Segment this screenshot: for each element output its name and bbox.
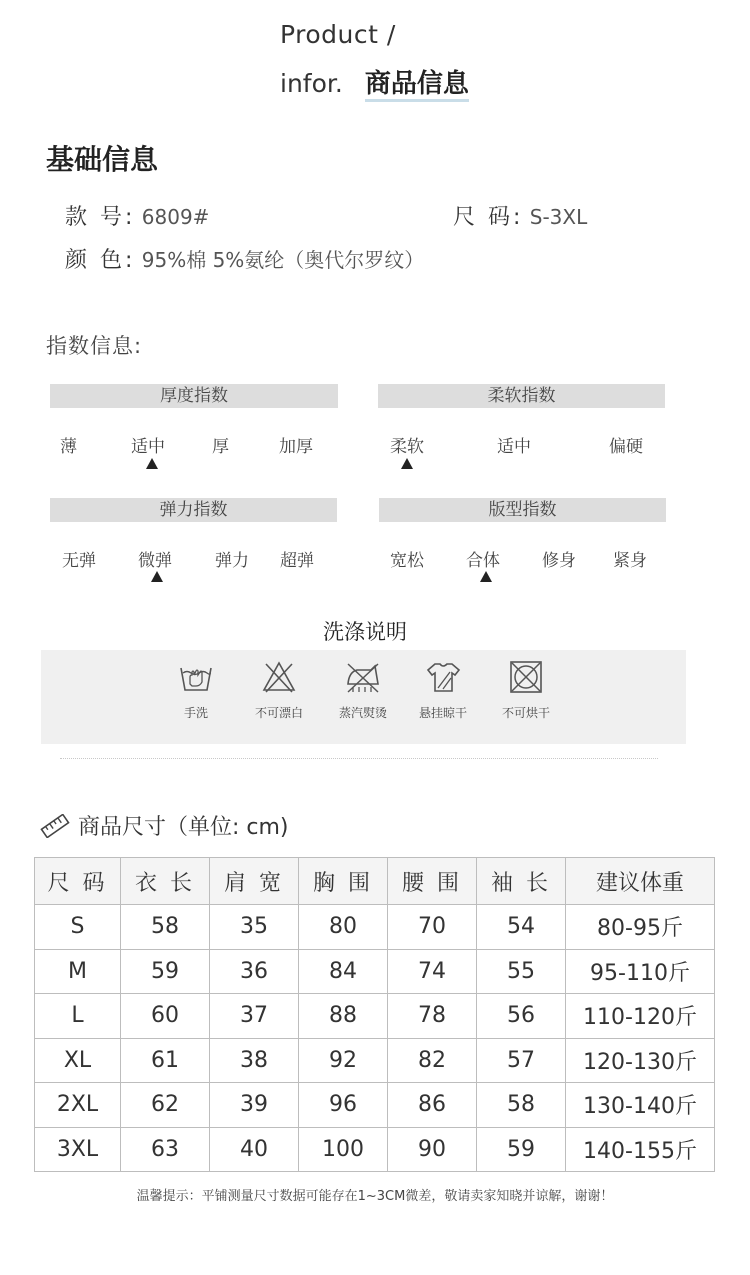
thickness-option-medium: 适中 — [131, 437, 165, 457]
table-row — [35, 994, 715, 1039]
table-cell: 63 — [121, 1127, 210, 1172]
table-cell: 59 — [121, 949, 210, 994]
size-table-header: 腰 围 — [388, 858, 477, 905]
table-cell: 36 — [210, 949, 299, 994]
fit-index-bar: 版型指数 — [379, 498, 666, 522]
size-table-header-row — [35, 858, 715, 905]
table-cell: 59 — [477, 1127, 566, 1172]
no-tumble-dry-icon — [508, 660, 544, 694]
table-cell: 74 — [388, 949, 477, 994]
header-en-line1: Product / — [280, 20, 396, 49]
table-cell: 130-140斤 — [566, 1083, 715, 1128]
table-cell: 86 — [388, 1083, 477, 1128]
table-cell: 88 — [299, 994, 388, 1039]
index-info-title: 指数信息: — [46, 334, 143, 358]
table-cell: 120-130斤 — [566, 1038, 715, 1083]
table-cell: 54 — [477, 905, 566, 950]
style-number-value: 6809# — [141, 205, 210, 229]
color-label: 颜 色: — [65, 248, 136, 273]
elasticity-option-none: 无弹 — [62, 551, 96, 571]
table-cell: S — [35, 905, 121, 950]
wash-instructions-panel — [41, 650, 686, 744]
table-cell: 58 — [477, 1083, 566, 1128]
wash-label-steam-iron: 蒸汽熨烫 — [338, 706, 387, 720]
table-cell: 62 — [121, 1083, 210, 1128]
no-bleach-icon — [261, 660, 297, 694]
table-cell: 58 — [121, 905, 210, 950]
wash-item-no-bleach — [239, 660, 319, 721]
hand-wash-icon — [178, 660, 214, 694]
table-row — [35, 949, 715, 994]
thickness-index-bar: 厚度指数 — [50, 384, 338, 408]
table-cell: 55 — [477, 949, 566, 994]
table-cell: 57 — [477, 1038, 566, 1083]
thickness-selected-marker — [146, 458, 158, 469]
size-table-header: 胸 围 — [299, 858, 388, 905]
table-cell: 38 — [210, 1038, 299, 1083]
size-table-header: 建议体重 — [566, 858, 715, 905]
size-chart-title: 商品尺寸（单位: cm) — [78, 815, 289, 840]
table-cell: 35 — [210, 905, 299, 950]
size-range-value: S-3XL — [529, 205, 588, 229]
table-cell: 80 — [299, 905, 388, 950]
table-cell: 56 — [477, 994, 566, 1039]
table-cell: 92 — [299, 1038, 388, 1083]
table-cell: XL — [35, 1038, 121, 1083]
table-cell: 80-95斤 — [566, 905, 715, 950]
table-cell: 3XL — [35, 1127, 121, 1172]
size-range-label: 尺 码: — [453, 205, 524, 230]
table-cell: 70 — [388, 905, 477, 950]
fit-option-tight: 紧身 — [613, 551, 647, 571]
style-number-label: 款 号: — [65, 205, 136, 230]
table-cell: L — [35, 994, 121, 1039]
table-cell: 110-120斤 — [566, 994, 715, 1039]
table-cell: M — [35, 949, 121, 994]
size-table-header: 衣 长 — [121, 858, 210, 905]
softness-index-bar: 柔软指数 — [378, 384, 665, 408]
table-cell: 140-155斤 — [566, 1127, 715, 1172]
table-cell: 82 — [388, 1038, 477, 1083]
elasticity-selected-marker — [151, 571, 163, 582]
size-table-header: 肩 宽 — [210, 858, 299, 905]
table-row — [35, 1083, 715, 1128]
wash-instructions-title: 洗涤说明 — [323, 620, 407, 644]
elasticity-option-slight: 微弹 — [138, 551, 172, 571]
footer-note: 温馨提示：平铺测量尺寸数据可能存在1~3CM微差，敬请卖家知晓并谅解，谢谢！ — [136, 1189, 614, 1204]
thickness-option-thin: 薄 — [60, 437, 77, 457]
steam-iron-icon — [345, 660, 381, 694]
table-cell: 90 — [388, 1127, 477, 1172]
wash-item-no-tumble-dry — [486, 660, 566, 721]
softness-option-medium: 适中 — [497, 437, 531, 457]
header-zh-title: 商品信息 — [365, 69, 469, 102]
softness-option-soft: 柔软 — [390, 437, 424, 457]
section-divider — [60, 758, 658, 759]
table-row — [35, 1127, 715, 1172]
elasticity-option-elastic: 弹力 — [215, 551, 249, 571]
header-line2 — [280, 63, 469, 100]
wash-item-steam-iron — [323, 660, 403, 721]
wash-label-hang-dry: 悬挂晾干 — [418, 706, 467, 720]
elasticity-option-super: 超弹 — [280, 551, 314, 571]
table-row — [35, 905, 715, 950]
hang-dry-icon — [425, 660, 461, 694]
table-cell: 37 — [210, 994, 299, 1039]
wash-label-no-bleach: 不可漂白 — [254, 706, 303, 720]
thickness-option-extra-thick: 加厚 — [279, 437, 313, 457]
table-row — [35, 1038, 715, 1083]
table-cell: 95-110斤 — [566, 949, 715, 994]
thickness-option-thick: 厚 — [212, 437, 229, 457]
header-en-line2: infor. — [280, 69, 343, 98]
style-number-row — [65, 200, 209, 231]
size-chart-header — [40, 810, 289, 841]
table-cell: 61 — [121, 1038, 210, 1083]
table-cell: 100 — [299, 1127, 388, 1172]
table-cell: 2XL — [35, 1083, 121, 1128]
fit-option-slim: 修身 — [542, 551, 576, 571]
table-cell: 84 — [299, 949, 388, 994]
fit-selected-marker — [480, 571, 492, 582]
size-table — [34, 857, 715, 1172]
table-cell: 39 — [210, 1083, 299, 1128]
fit-option-regular: 合体 — [466, 551, 500, 571]
table-cell: 96 — [299, 1083, 388, 1128]
wash-label-no-tumble-dry: 不可烘干 — [501, 706, 550, 720]
color-row — [65, 243, 424, 274]
ruler-icon — [40, 814, 70, 838]
fit-option-loose: 宽松 — [390, 551, 424, 571]
table-cell: 60 — [121, 994, 210, 1039]
basic-info-title: 基础信息 — [46, 143, 159, 176]
color-value: 95%棉 5%氨纶（奥代尔罗纹） — [141, 248, 425, 272]
size-table-header: 袖 长 — [477, 858, 566, 905]
softness-selected-marker — [401, 458, 413, 469]
size-table-header: 尺 码 — [35, 858, 121, 905]
wash-item-hang-dry — [403, 660, 483, 721]
wash-item-hand-wash — [156, 660, 236, 721]
elasticity-index-bar: 弹力指数 — [50, 498, 337, 522]
table-cell: 78 — [388, 994, 477, 1039]
table-cell: 40 — [210, 1127, 299, 1172]
size-range-row — [453, 200, 587, 231]
wash-label-hand-wash: 手洗 — [183, 706, 208, 720]
softness-option-stiff: 偏硬 — [609, 437, 643, 457]
